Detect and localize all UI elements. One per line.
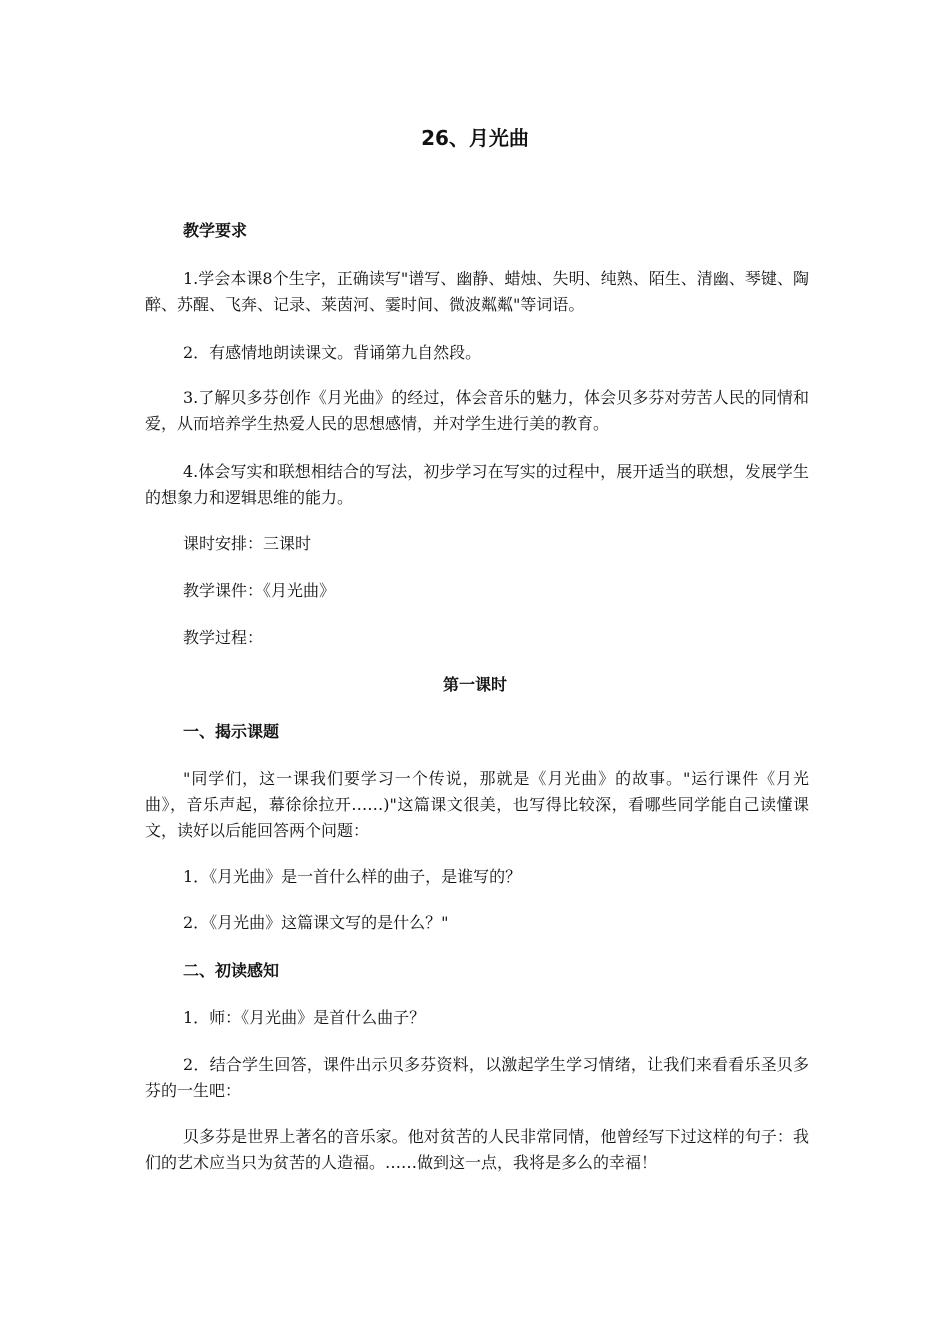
section2-paragraph-2: 2．结合学生回答，课件出示贝多芬资料，以激起学生学习情绪，让我们来看看乐圣贝多芬的一生吧：: [145, 1055, 809, 1100]
process-line: 教学过程：: [183, 628, 264, 647]
requirement-item-1: 1.学会本课8个生字，正确读写"谱写、幽静、蜡烛、失明、纯熟、陌生、清幽、琴键、陶醉、苏醒、飞奔、记录、莱茵河、霎时间、微波粼粼"等词语。: [145, 269, 809, 314]
section2-paragraph-3: 贝多芬是世界上著名的音乐家。他对贫苦的人民非常同情，他曾经写下过这样的句子：我们的艺术应当只为贫苦的人造福。……做到这一点，我将是多么的幸福！: [145, 1127, 809, 1172]
section2-heading: 二、初读感知: [183, 961, 280, 980]
requirement-item-2: 2．有感情地朗读课文。背诵第九自然段。: [183, 343, 482, 362]
lesson-heading: 第一课时: [442, 675, 507, 694]
requirements-heading: 教学要求: [183, 221, 248, 240]
section1-question-1: 1．《月光曲》是一首什么样的曲子，是谁写的？: [183, 867, 522, 886]
requirement-item-3: 3.了解贝多芬创作《月光曲》的经过，体会音乐的魅力，体会贝多芬对劳苦人民的同情和爱，从而培养学生热爱人民的思想感情，并对学生进行美的教育。: [145, 388, 809, 433]
section2-paragraph-1: 1．师：《月光曲》是首什么曲子？: [183, 1008, 426, 1027]
requirement-item-4: 4.体会写实和联想相结合的写法，初步学习在写实的过程中，展开适当的联想，发展学生的想象力和逻辑思维的能力。: [145, 462, 809, 507]
section1-question-2: 2．《月光曲》这篇课文写的是什么？": [183, 913, 449, 932]
schedule-line: 课时安排：三课时: [183, 534, 312, 553]
section1-heading: 一、揭示课题: [183, 722, 280, 741]
section1-paragraph: "同学们，这一课我们要学习一个传说，那就是《月光曲》的故事。"运行课件《月光曲》，音乐声起，幕徐徐拉开……)"这篇课文很美，也写得比较深，看哪些同学能自己读懂课文，读好以后能回答两个问题：: [145, 769, 809, 840]
courseware-line: 教学课件：《月光曲》: [183, 581, 336, 600]
document-title: 26、月光曲: [421, 126, 529, 150]
